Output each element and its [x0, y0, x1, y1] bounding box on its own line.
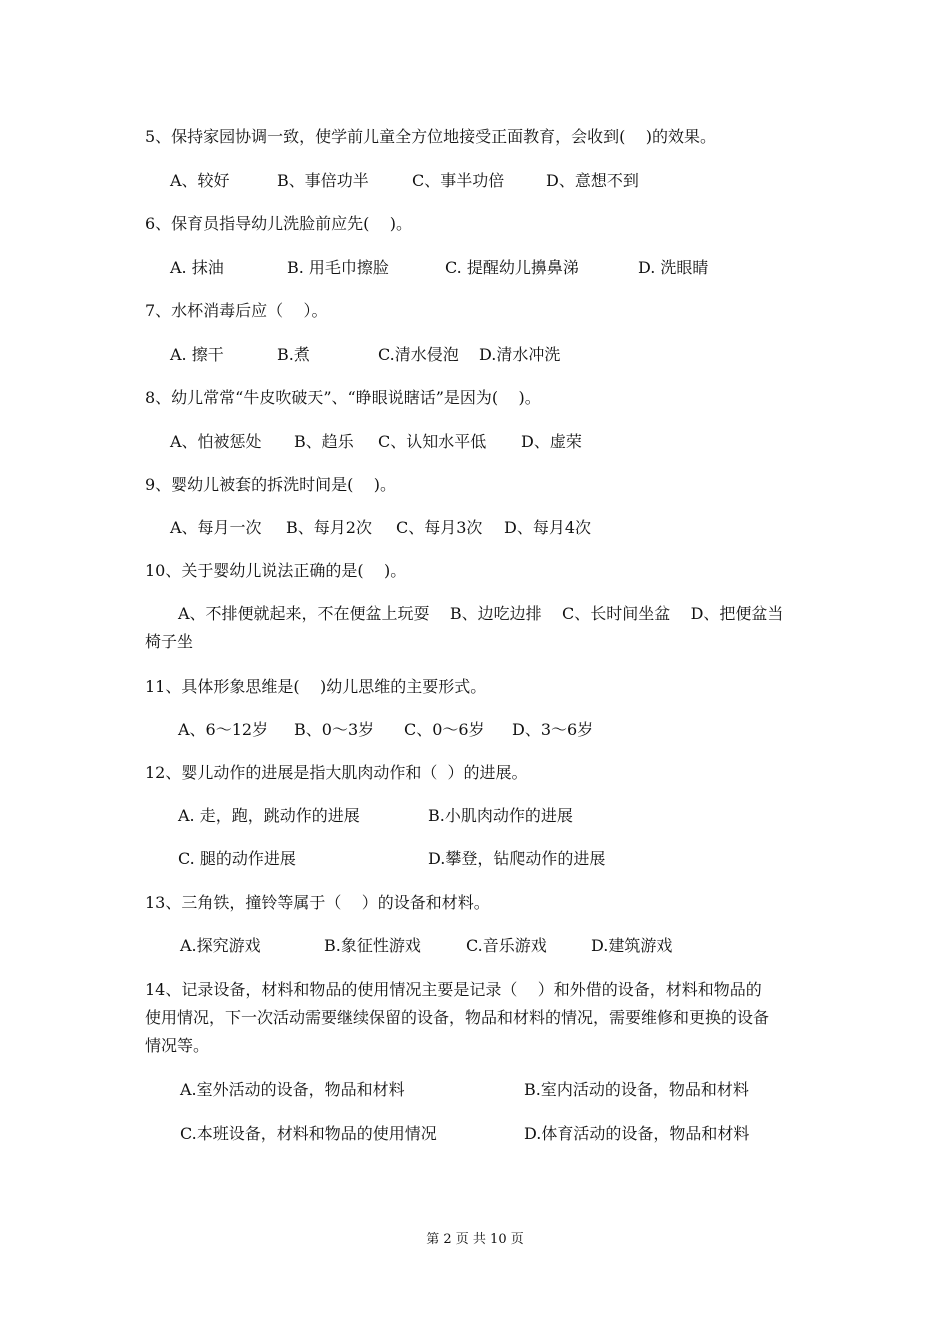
question-9-stem: 9、婴幼儿被套的拆洗时间是( )。 — [145, 475, 397, 494]
question-6-stem: 6、保育员指导幼儿洗脸前应先( )。 — [145, 214, 413, 233]
question-5-option-c: C、事半功倍 — [412, 171, 505, 190]
question-12-stem: 12、婴儿动作的进展是指大肌肉动作和（ ）的进展。 — [145, 763, 528, 782]
question-5-stem: 5、保持家园协调一致，使学前儿童全方位地接受正面教育，会收到( )的效果。 — [145, 127, 717, 146]
question-12-option-b: B.小肌肉动作的进展 — [428, 806, 573, 825]
question-14-stem-line-3: 情况等。 — [145, 1036, 210, 1055]
question-8-stem: 8、幼儿常常“牛皮吹破天”、“睁眼说瞎话”是因为( )。 — [145, 388, 541, 407]
question-8-option-b: B、趋乐 — [294, 432, 354, 451]
question-5-option-a: A、较好 — [170, 171, 230, 190]
question-5-option-b: B、事倍功半 — [277, 171, 369, 190]
question-14-option-a: A.室外活动的设备，物品和材料 — [180, 1080, 405, 1099]
question-6-option-d: D. 洗眼睛 — [638, 258, 709, 277]
question-12-option-c: C. 腿的动作进展 — [178, 849, 296, 868]
question-13-option-b: B.象征性游戏 — [324, 936, 421, 955]
question-11-option-a: A、6～12岁 — [178, 720, 269, 739]
question-12-option-a: A. 走，跑，跳动作的进展 — [178, 806, 360, 825]
question-14-option-b: B.室内活动的设备，物品和材料 — [524, 1080, 749, 1099]
question-14-stem-line-2: 使用情况，下一次活动需要继续保留的设备，物品和材料的情况，需要维修和更换的设备 — [145, 1008, 770, 1027]
question-8-option-a: A、怕被惩处 — [170, 432, 262, 451]
question-5-option-d: D、意想不到 — [546, 171, 639, 190]
question-7-option-c: C.清水侵泡 — [378, 345, 459, 364]
question-8-option-c: C、认知水平低 — [378, 432, 487, 451]
question-8-option-d: D、虚荣 — [521, 432, 582, 451]
question-13-option-a: A.探究游戏 — [180, 936, 261, 955]
question-13-option-d: D.建筑游戏 — [591, 936, 673, 955]
question-13-stem: 13、三角铁，撞铃等属于（ ）的设备和材料。 — [145, 893, 490, 912]
question-14-option-d: D.体育活动的设备，物品和材料 — [524, 1124, 750, 1143]
question-13-option-c: C.音乐游戏 — [466, 936, 547, 955]
question-9-option-a: A、每月一次 — [170, 518, 262, 537]
question-7-option-b: B.煮 — [277, 345, 310, 364]
question-9-option-b: B、每月2次 — [286, 518, 372, 537]
question-6-option-b: B. 用毛巾擦脸 — [287, 258, 389, 277]
question-9-option-d: D、每月4次 — [504, 518, 592, 537]
question-11-option-b: B、0～3岁 — [294, 720, 375, 739]
page-number-footer: 第 2 页 共 10 页 — [426, 1232, 524, 1247]
question-10-stem: 10、关于婴幼儿说法正确的是( )。 — [145, 561, 407, 580]
question-14-option-c: C.本班设备，材料和物品的使用情况 — [180, 1124, 437, 1143]
question-6-option-a: A. 抹油 — [170, 258, 224, 277]
question-11-option-d: D、3～6岁 — [512, 720, 594, 739]
question-7-stem: 7、水杯消毒后应（ ）。 — [145, 301, 328, 320]
question-10-options: A、不排便就起来，不在便盆上玩耍 B、边吃边排 C、长时间坐盆 D、把便盆当 — [178, 604, 784, 623]
question-10-options-continued: 椅子坐 — [145, 632, 194, 651]
question-7-option-a: A. 擦干 — [170, 345, 224, 364]
question-7-option-d: D.清水冲洗 — [479, 345, 561, 364]
question-12-option-d: D.攀登，钻爬动作的进展 — [428, 849, 606, 868]
question-11-stem: 11、具体形象思维是( )幼儿思维的主要形式。 — [145, 677, 487, 696]
question-6-option-c: C. 提醒幼儿擤鼻涕 — [445, 258, 579, 277]
question-11-option-c: C、0～6岁 — [404, 720, 485, 739]
question-14-stem-line-1: 14、记录设备，材料和物品的使用情况主要是记录（ ）和外借的设备，材料和物品的 — [145, 980, 762, 999]
question-9-option-c: C、每月3次 — [396, 518, 483, 537]
